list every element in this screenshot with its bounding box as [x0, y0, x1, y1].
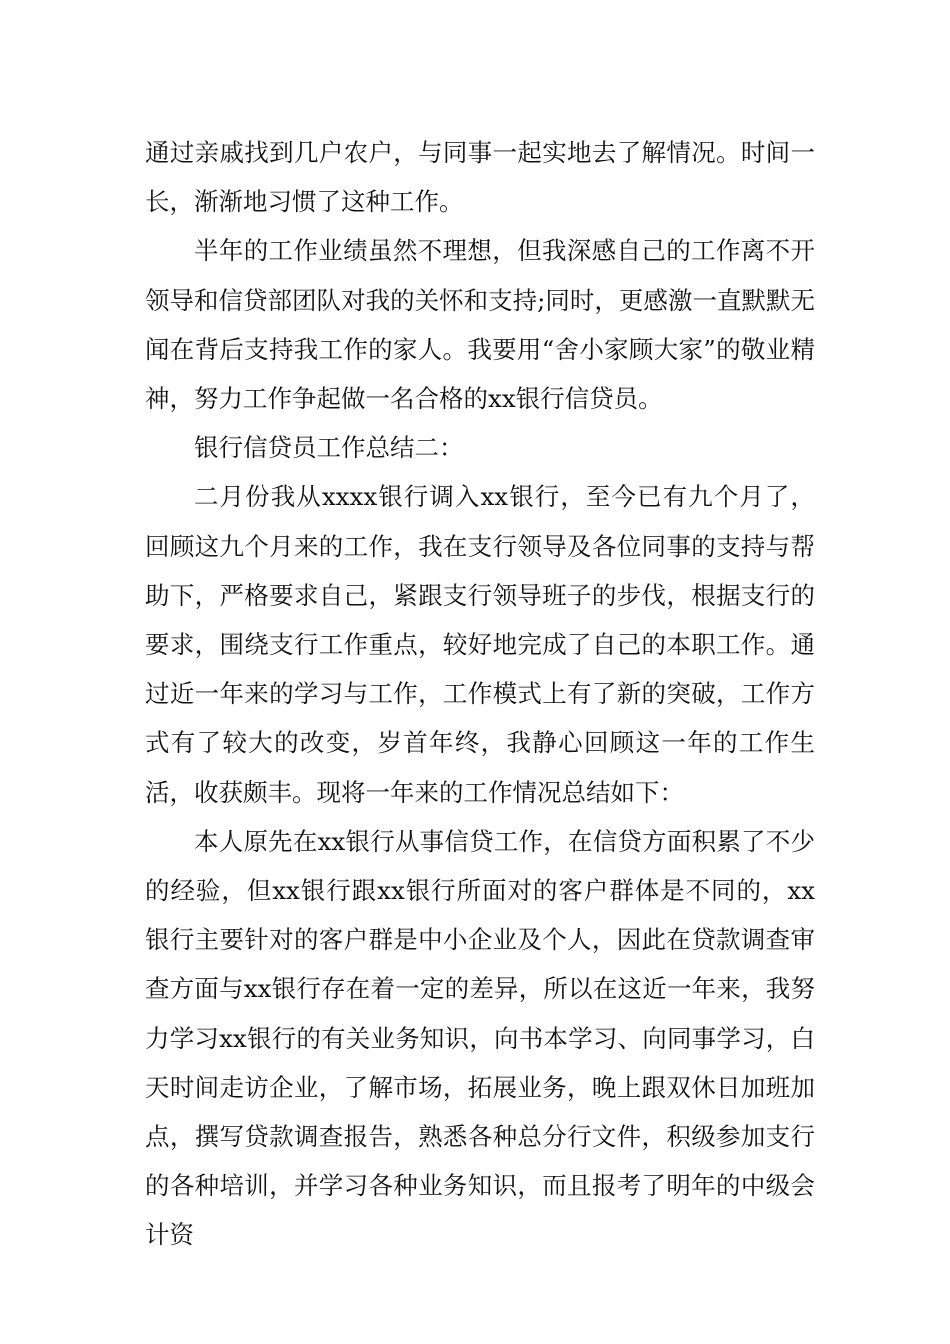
- paragraph-transfer-review: 二月份我从xxxx银行调入xx银行，至今已有九个月了，回顾这九个月来的工作，我在支行领导及各位同事的支持与帮助下，严格要求自己，紧跟支行领导班子的步伐，根据支行的要求，围绕支行工作重点，较好地完成了自己的本职工作。通过近一年来的学习与工作，工作模式上有了新的突破，工作方式有了较大的改变，岁首年终，我静心回顾这一年的工作生活，收获颇丰。现将一年来的工作情况总结如下：: [145, 482, 815, 807]
- document-body: [145, 128, 815, 1260]
- section-heading: 银行信贷员工作总结二：: [194, 433, 464, 463]
- paragraph-credit-experience: 本人原先在xx银行从事信贷工作，在信贷方面积累了不少的经验，但xx银行跟xx银行所面对的客户群体是不同的，xx银行主要针对的客户群是中小企业及个人，因此在贷款调查审查方面与xx银行存在着一定的差异，所以在这近一年来，我努力学习xx银行的有关业务知识，向书本学习、向同事学习，白天时间走访企业，了解市场，拓展业务，晚上跟双休日加班加点，撰写贷款调查报告，熟悉各种总分行文件，积级参加支行的各种培训，并学习各种业务知识，而且报考了明年的中级会计资: [145, 826, 815, 1250]
- paragraph-family-support: 半年的工作业绩虽然不理想，但我深感自己的工作离不开领导和信贷部团队对我的关怀和支持;同时，更感激一直默默无闻在背后支持我工作的家人。我要用“舍小家顾大家”的敬业精神，努力工作争起做一名合格的xx银行信贷员。: [145, 236, 815, 414]
- paragraph-continuation: 通过亲戚找到几户农户，与同事一起实地去了解情况。时间一长，渐渐地习惯了这种工作。: [145, 138, 815, 217]
